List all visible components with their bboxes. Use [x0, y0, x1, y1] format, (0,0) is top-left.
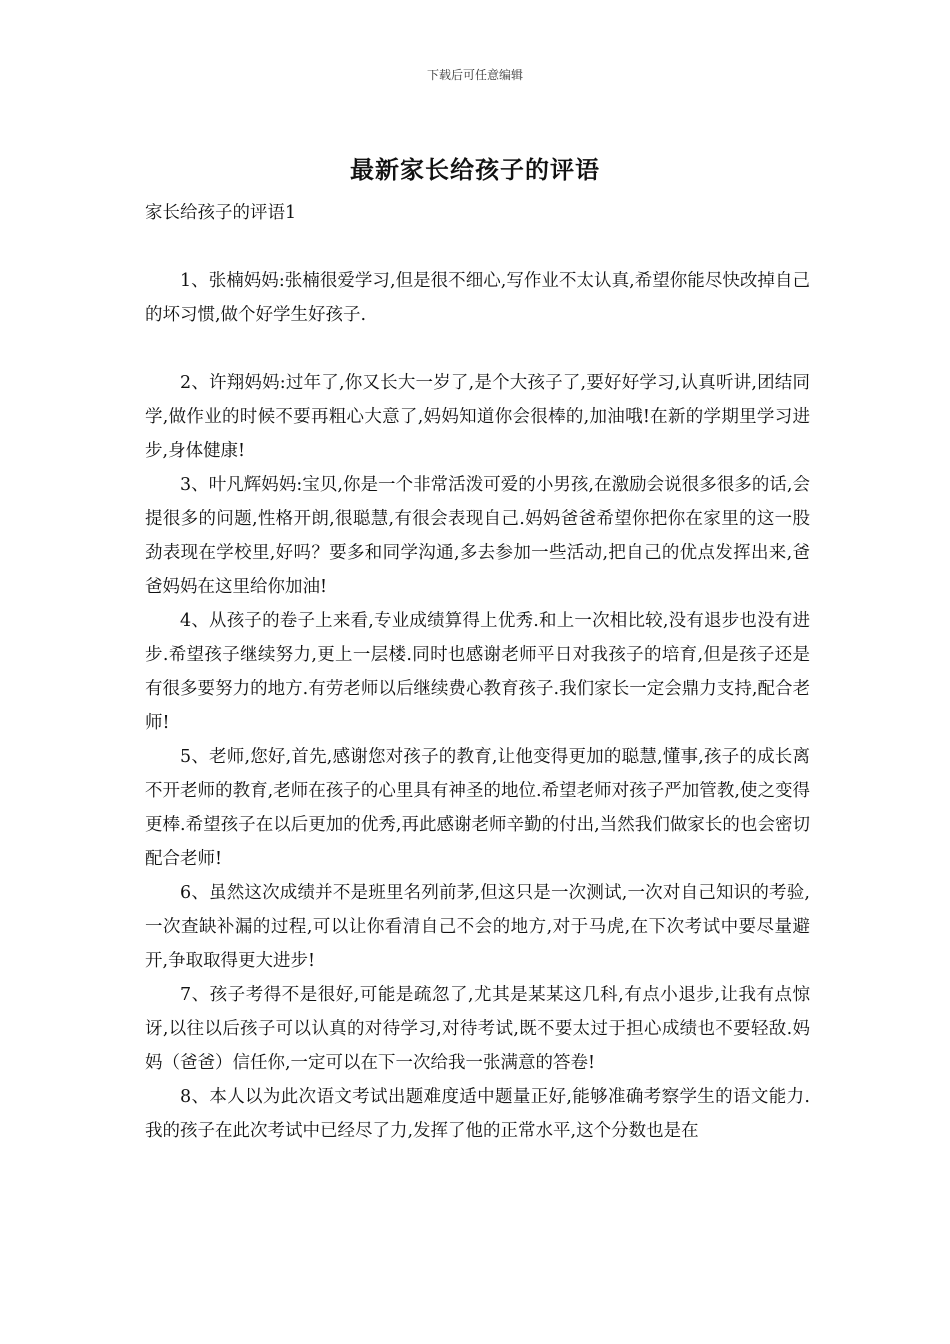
comment-paragraph-5: 5、老师,您好,首先,感谢您对孩子的教育,让他变得更加的聪慧,懂事,孩子的成长离不开老师的教育,老师在孩子的心里具有神圣的地位.希望老师对孩子严加管教,使之变得更棒.希望孩子在以后更加的优秀,再此感谢老师辛勤的付出,当然我们做家长的也会密切配合老师!: [145, 747, 810, 869]
document-title: 最新家长给孩子的评语: [350, 155, 600, 184]
comment-paragraph-2: 2、许翔妈妈:过年了,你又长大一岁了,是个大孩子了,要好好学习,认真听讲,团结同学,做作业的时候不要再粗心大意了,妈妈知道你会很棒的,加油哦!在新的学期里学习进步,身体健康!: [145, 373, 810, 461]
comment-paragraph-3: 3、叶凡辉妈妈:宝贝,你是一个非常活泼可爱的小男孩,在激励会说很多很多的话,会提很多的问题,性格开朗,很聪慧,有很会表现自己.妈妈爸爸希望你把你在家里的这一股劲表现在学校里,好吗？要多和同学沟通,多去参加一些活动,把自己的优点发挥出来,爸爸妈妈在这里给你加油!: [145, 475, 810, 597]
comment-paragraph-7: 7、孩子考得不是很好,可能是疏忽了,尤其是某某这几科,有点小退步,让我有点惊讶,以往以后孩子可以认真的对待学习,对待考试,既不要太过于担心成绩也不要轻敌.妈妈（爸爸）信任你,一定可以在下一次给我一张满意的答卷!: [145, 985, 810, 1073]
comment-paragraph-6: 6、虽然这次成绩并不是班里名列前茅,但这只是一次测试,一次对自己知识的考验,一次查缺补漏的过程,可以让你看清自己不会的地方,对于马虎,在下次考试中要尽量避开,争取取得更大进步!: [145, 883, 810, 971]
section-heading: 家长给孩子的评语1: [145, 203, 297, 223]
comment-paragraph-4: 4、从孩子的卷子上来看,专业成绩算得上优秀.和上一次相比较,没有退步也没有进步.希望孩子继续努力,更上一层楼.同时也感谢老师平日对我孩子的培育,但是孩子还是有很多要努力的地方.有劳老师以后继续费心教育孩子.我们家长一定会鼎力支持,配合老师!: [145, 611, 810, 733]
comment-paragraph-8: 8、本人以为此次语文考试出题难度适中题量正好,能够准确考察学生的语文能力.我的孩子在此次考试中已经尽了力,发挥了他的正常水平,这个分数也是在: [145, 1087, 810, 1141]
document-body: [145, 198, 810, 1148]
page-header-note: 下载后可任意编辑: [426, 68, 523, 82]
comment-paragraph-1: 1、张楠妈妈:张楠很爱学习,但是很不细心,写作业不太认真,希望你能尽快改掉自己的坏习惯,做个好学生好孩子.: [145, 271, 810, 325]
